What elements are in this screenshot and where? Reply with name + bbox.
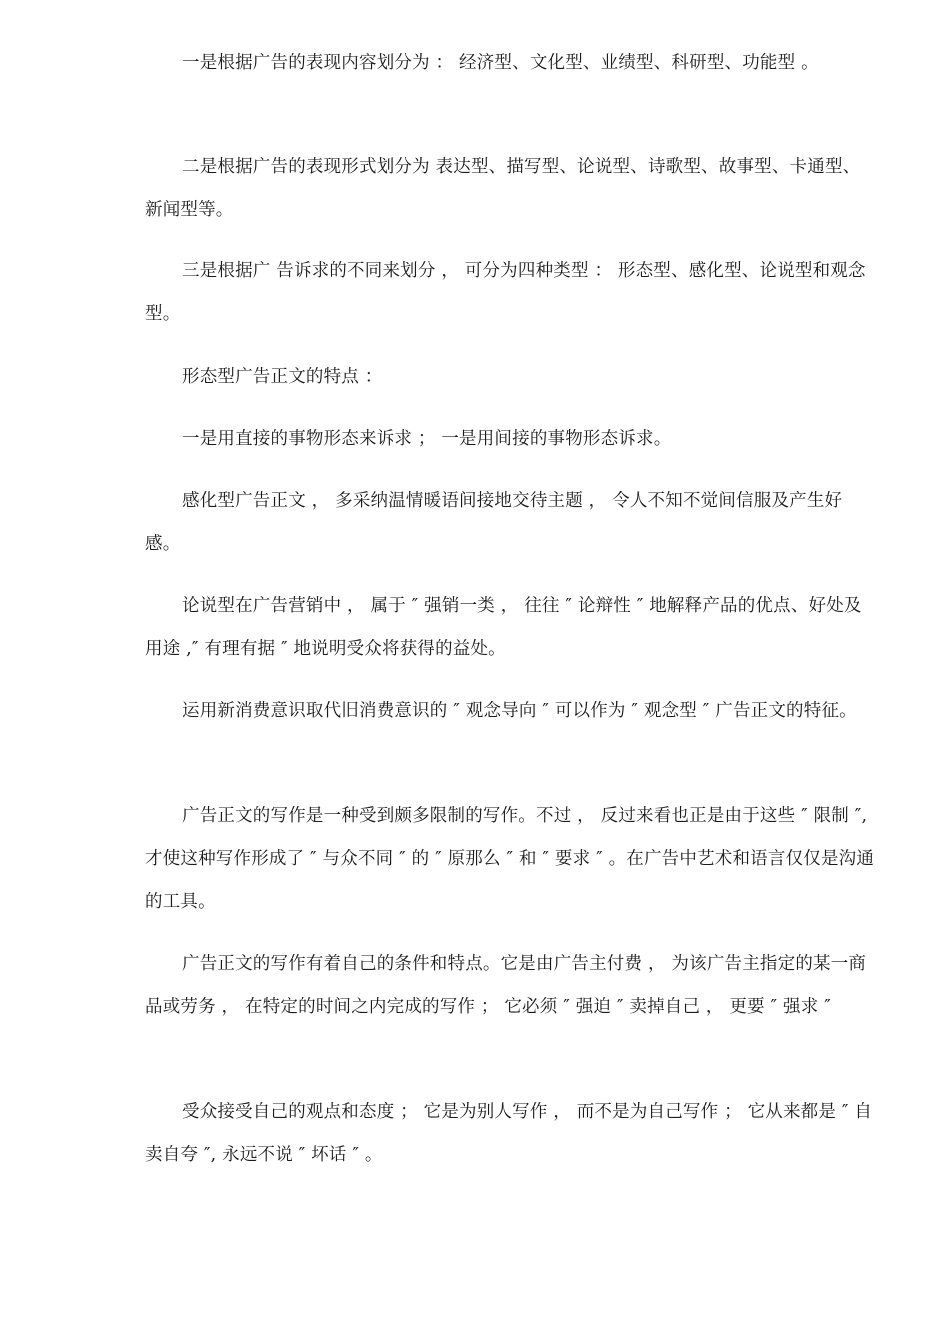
paragraph-concept-type: 运用新消费意识取代旧消费意识的 ″ 观念导向 ″ 可以作为 ″ 观念型 ″ 广告正文的特征。	[182, 701, 857, 721]
paragraph-emotional-type: 感化型广告正文 ， 多采纳温情暖语间接地交待主题 ， 令人不知不觉间信服及产生好感。	[145, 491, 843, 554]
paragraph-form-types: 二是根据广告的表现形式划分为 表达型、描写型、论说型、诗歌型、故事型、卡通型、新闻型等。	[145, 157, 861, 220]
paragraph-writing-limits: 广告正文的写作是一种受到颇多限制的写作。不过 ， 反过来看也正是由于这些 ″ 限制 ″, 才使这种写作形成了 ″ 与众不同 ″ 的 ″ 原那么 ″ 和 ″ 要求 ″ 。在广告中艺术和语言仅仅是沟通的工具。	[145, 806, 875, 912]
paragraph-form-features-heading: 形态型广告正文的特点 ：	[182, 367, 383, 387]
paragraph-audience-acceptance: 受众接受自己的观点和态度 ； 它是为别人写作 ， 而不是为自己写作 ； 它从来都是 ″ 自卖自夸 ″, 永远不说 ″ 坏话 ″ 。	[145, 1102, 873, 1165]
paragraph-content-types: 一是根据广告的表现内容划分为 ： 经济型、文化型、业绩型、科研型、功能型 。	[182, 53, 819, 73]
paragraph-appeal-types: 三是根据广 告诉求的不同来划分 ， 可分为四种类型 ： 形态型、感化型、论说型和观念型。	[145, 261, 866, 324]
paragraph-argumentative-type: 论说型在广告营销中 ， 属于 ″ 强销一类 ， 往往 ″ 论辩性 ″ 地解释产品的优点、好处及用途 ,″ 有理有据 ″ 地说明受众将获得的益处。	[145, 596, 862, 659]
paragraph-direct-indirect: 一是用直接的事物形态来诉求 ； 一是用间接的事物形态诉求。	[182, 429, 672, 449]
paragraph-writing-conditions: 广告正文的写作有着自己的条件和特点。它是由广告主付费 ， 为该广告主指定的某一商品或劳务 ， 在特定的时间之内完成的写作 ； 它必须 ″ 强迫 ″ 卖掉自己 ， 更要 ″ 强求 ″	[145, 954, 867, 1017]
